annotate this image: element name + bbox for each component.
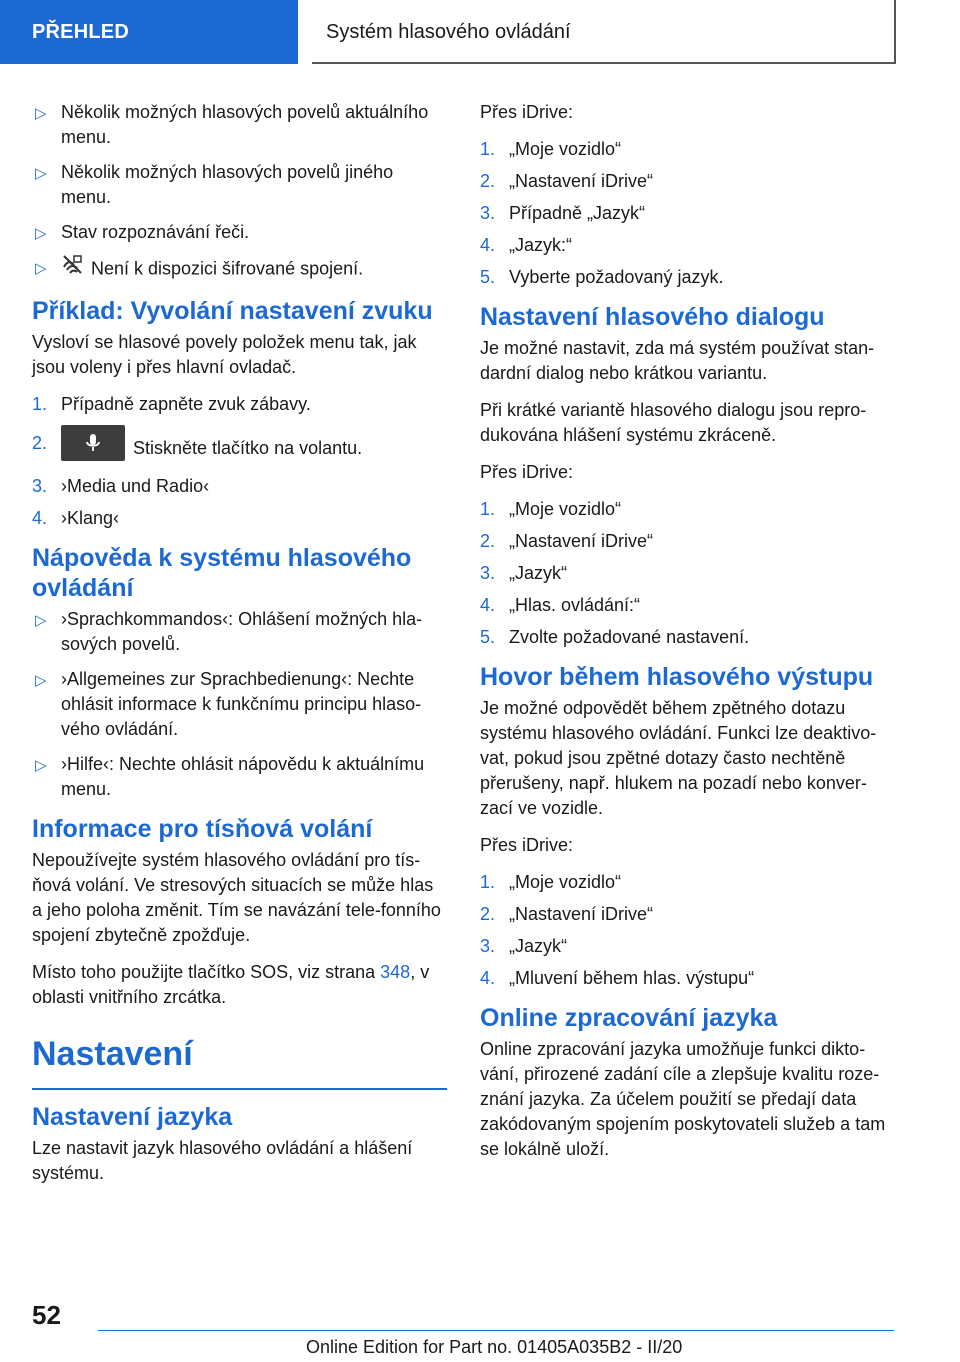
right-column [480,100,895,1174]
example-steps [32,392,447,531]
paragraph: Místo toho použijte tlačítko SOS, viz strana 348, v oblasti vnitřního zrcátka. [32,962,430,1007]
paragraph: Přes iDrive: [480,835,574,855]
paragraph: Při krátké variantě hlasového dialogu jsou repro-dukována hlášení systému zkráceně. [480,400,867,445]
list-item: 5. Vyberte požadovaný jazyk. [480,267,724,287]
list-item: 2. „Nastavení iDrive“ [480,904,654,924]
language-steps [480,137,895,290]
list-item: 1. „Moje vozidlo“ [480,139,622,159]
footer-divider [98,1330,894,1331]
triangle-bullet-icon: ▷ [35,612,47,629]
list-item: ▷ Několik možných hlasových povelů aktuálního menu. [35,102,429,147]
paragraph: Je možné odpovědět během zpětného dotazu systému hlasového ovládání. Funkci lze deaktivo-vat, pokud jsou zpětné dotazy často nechtěně přerušeny, např. hlukem na pozadí nebo konver-zací ve vozidle. [480,698,877,818]
list-item: 2. „Nastavení iDrive“ [480,531,654,551]
page-number: 52 [32,1300,61,1330]
paragraph: Přes iDrive: [480,102,574,122]
heading-help: Nápověda k systému hlasového ovládání [32,544,412,602]
page-link[interactable]: 348 [380,962,411,982]
list-item: 3. Případně „Jazyk“ [480,203,646,223]
list-item: 1. Případně zapněte zvuk zábavy. [32,394,311,414]
edition-note: Online Edition for Part no. 01405A035B2 - II/20 [306,1337,683,1357]
status-bullet-list [32,100,447,284]
triangle-bullet-icon: ▷ [35,672,47,689]
section-tab: PŘEHLED [0,0,298,64]
heading-settings: Nastavení [32,1035,193,1073]
list-item: 4. „Mluvení během hlas. výstupu“ [480,968,755,988]
paragraph: Online zpracování jazyka umožňuje funkci dikto-vání, přirozené zadání cíle a zlepšuje kvalitu roze-znání jazyka. Za účelem použití se předají data zakódovaným spojením poskytovateli služeb a tam se lokálně uloží. [480,1039,886,1159]
triangle-bullet-icon: ▷ [35,757,47,774]
list-item: 3. „Jazyk“ [480,936,567,956]
section-divider [32,1088,447,1090]
list-item: 3. ›Media und Radio‹ [32,476,210,496]
list-item: ▷ Několik možných hlasových povelů jiného menu. [35,162,394,207]
heading-online: Online zpracování jazyka [480,1004,778,1032]
list-item: ▷ Není k dispozici šifrované spojení. [32,255,447,284]
triangle-bullet-icon: ▷ [35,260,47,277]
list-item: 5. Zvolte požadované nastavení. [480,627,750,647]
heading-emergency: Informace pro tísňová volání [32,815,373,843]
list-item: 2. „Nastavení iDrive“ [480,171,654,191]
list-item: ▷ Stav rozpoznávání řeči. [32,220,447,245]
heading-barge-in: Hovor během hlasového výstupu [480,663,874,691]
paragraph: Lze nastavit jazyk hlasového ovládání a hlášení systému. [32,1138,413,1183]
list-item: 3. „Jazyk“ [480,563,567,583]
heading-example: Příklad: Vyvolání nastavení zvuku [32,297,433,325]
list-item: ▷ ›Sprachkommandos‹: Ohlášení možných hla-sových povelů. [35,609,423,654]
triangle-bullet-icon: ▷ [35,225,47,242]
triangle-bullet-icon: ▷ [35,105,47,122]
paragraph: Vysloví se hlasové povely položek menu tak, jak jsou voleny i přes hlavní ovladač. [32,332,417,377]
microphone-button-icon [61,425,125,461]
triangle-bullet-icon: ▷ [35,165,47,182]
barge-in-steps [480,870,895,991]
heading-language: Nastavení jazyka [32,1103,233,1131]
list-item: 4. ›Klang‹ [32,508,120,528]
no-encryption-icon [61,253,83,282]
dialog-steps [480,497,895,650]
list-item: ▷ ›Allgemeines zur Sprachbedienung‹: Nechte ohlásit informace k funkčnímu principu hlaso-vého ovládání. [35,669,422,739]
list-item: 1. „Moje vozidlo“ [480,872,622,892]
paragraph: Nepoužívejte systém hlasového ovládání pro tís-ňová volání. Ve stresových situacích se může hlas a jeho poloha změnit. Tím se navázání tele-fonního spojení zbytečně zpožďuje. [32,850,441,945]
paragraph: Přes iDrive: [480,462,574,482]
list-item: 4. „Hlas. ovládání:“ [480,595,641,615]
left-column [32,100,447,1198]
list-item: 1. „Moje vozidlo“ [480,499,622,519]
list-item: 2. Stiskněte tlačítko na volantu. [32,431,447,467]
page-header-title: Systém hlasového ovládání [312,0,896,64]
help-bullet-list [32,607,447,802]
paragraph: Je možné nastavit, zda má systém používat stan-dardní dialog nebo krátkou variantu. [480,338,875,383]
list-item: 4. „Jazyk:“ [480,235,572,255]
list-item: ▷ ›Hilfe‹: Nechte ohlásit nápovědu k aktuálnímu menu. [35,754,425,799]
heading-dialog: Nastavení hlasového dialogu [480,303,825,331]
